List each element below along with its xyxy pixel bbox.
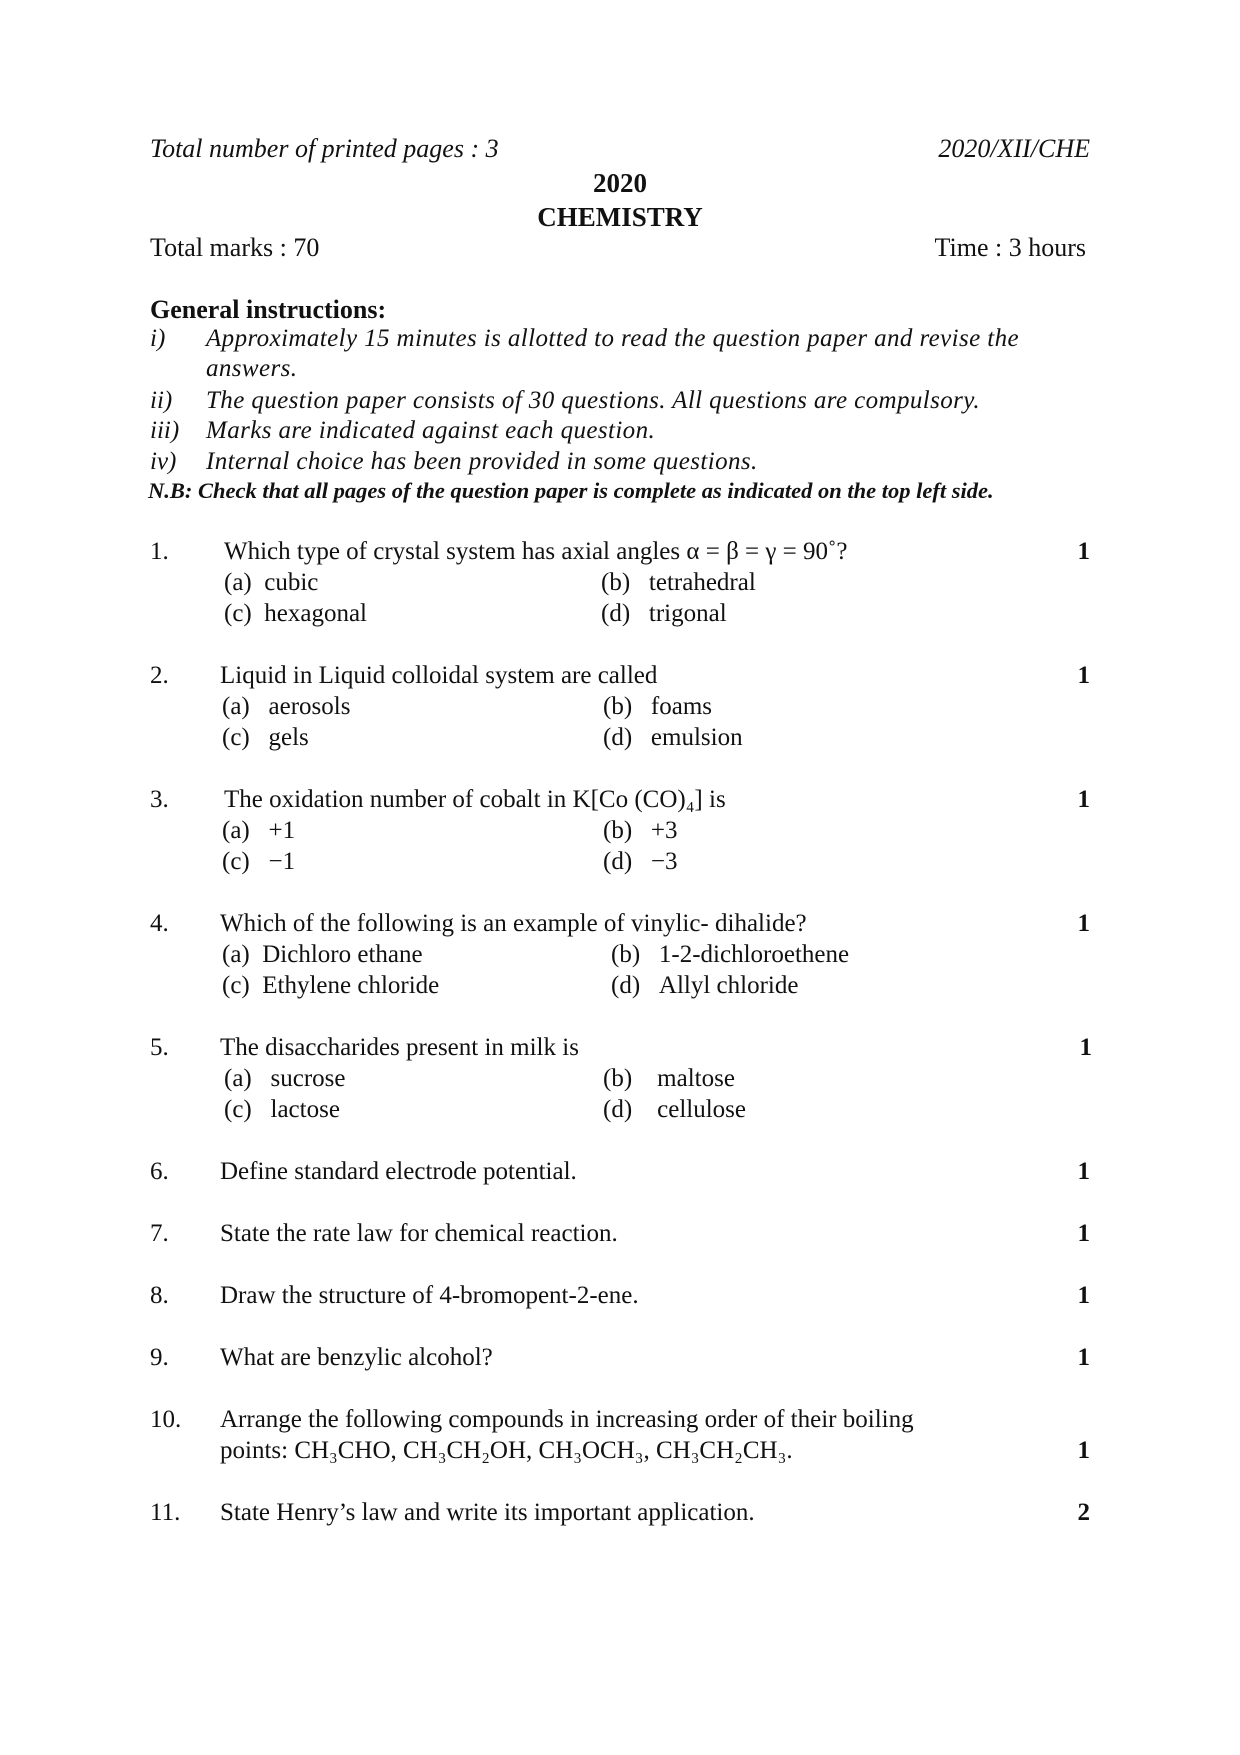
total-marks: Total marks : 70 xyxy=(150,233,320,262)
option-d: (d) cellulose xyxy=(603,1096,747,1123)
question-text: What are benzylic alcohol? xyxy=(220,1344,493,1371)
question-number: 6. xyxy=(150,1158,169,1185)
question-marks: 1 xyxy=(1077,786,1090,813)
question-number: 2. xyxy=(150,662,169,689)
question-text: Draw the structure of 4-bromopent-2-ene. xyxy=(220,1282,639,1309)
instruction-text: Internal choice has been provided in some questions. xyxy=(206,448,758,475)
question-number: 8. xyxy=(150,1282,169,1309)
question-text: The oxidation number of cobalt in K[Co (CO)₄] is xyxy=(224,786,726,813)
option-a: (a) aerosols xyxy=(222,693,351,720)
question-marks: 1 xyxy=(1077,1344,1090,1371)
question-marks: 1 xyxy=(1077,1437,1090,1464)
option-a: (a) sucrose xyxy=(224,1065,346,1092)
instruction-number: ii) xyxy=(150,387,173,414)
question-number: 4. xyxy=(150,910,169,937)
question-text-continued: points: CH₃CHO, CH₃CH₂OH, CH₃OCH₃, CH₃CH₂CH₃. xyxy=(220,1437,793,1464)
question-text: Define standard electrode potential. xyxy=(220,1158,577,1185)
question-marks: 2 xyxy=(1077,1499,1090,1526)
question-text: Arrange the following compounds in increasing order of their boiling xyxy=(220,1406,914,1433)
printed-pages-note: Total number of printed pages : 3 xyxy=(150,134,499,163)
question-text: Which of the following is an example of vinylic- dihalide? xyxy=(220,910,807,937)
question-marks: 1 xyxy=(1077,1282,1090,1309)
question-marks: 1 xyxy=(1077,1220,1090,1247)
instructions-heading: General instructions: xyxy=(150,295,387,324)
option-c: (c) −1 xyxy=(222,848,296,875)
option-d: (d) −3 xyxy=(603,848,678,875)
option-c: (c) lactose xyxy=(224,1096,340,1123)
question-text: Liquid in Liquid colloidal system are called xyxy=(220,662,658,689)
option-c: (c) Ethylene chloride xyxy=(222,972,440,999)
nb-note: N.B: Check that all pages of the question paper is complete as indicated on the top left side. xyxy=(148,478,994,503)
question-marks: 1 xyxy=(1077,910,1090,937)
question-text: The disaccharides present in milk is xyxy=(220,1034,579,1061)
option-b: (b) maltose xyxy=(603,1065,735,1092)
question-text: State the rate law for chemical reaction. xyxy=(220,1220,618,1247)
instruction-number: iv) xyxy=(150,448,177,475)
option-b: (b) foams xyxy=(603,693,713,720)
instruction-number: i) xyxy=(150,325,166,352)
option-b: (b) +3 xyxy=(603,817,678,844)
instruction-text: answers. xyxy=(206,355,298,382)
option-c: (c) gels xyxy=(222,724,309,751)
paper-code: 2020/XII/CHE xyxy=(938,134,1090,163)
option-a: (a) Dichloro ethane xyxy=(222,941,423,968)
question-number: 11. xyxy=(150,1499,181,1526)
instruction-text: Approximately 15 minutes is allotted to read the question paper and revise the xyxy=(206,325,1020,352)
option-a: (a) cubic xyxy=(224,569,319,596)
question-number: 1. xyxy=(150,538,169,565)
instruction-text: Marks are indicated against each question. xyxy=(206,417,656,444)
option-c: (c) hexagonal xyxy=(224,600,367,627)
question-number: 7. xyxy=(150,1220,169,1247)
question-marks: 1 xyxy=(1077,1158,1090,1185)
instruction-text: The question paper consists of 30 questions. All questions are compulsory. xyxy=(206,387,981,414)
option-d: (d) trigonal xyxy=(601,600,727,627)
option-a: (a) +1 xyxy=(222,817,296,844)
question-number: 3. xyxy=(150,786,169,813)
option-b: (b) 1-2-dichloroethene xyxy=(611,941,850,968)
question-number: 5. xyxy=(150,1034,169,1061)
question-number: 10. xyxy=(150,1406,182,1433)
question-text: Which type of crystal system has axial angles α = β = γ = 90˚? xyxy=(224,538,848,565)
question-number: 9. xyxy=(150,1344,169,1371)
option-d: (d) emulsion xyxy=(603,724,743,751)
question-marks: 1 xyxy=(1077,662,1090,689)
question-marks: 1 xyxy=(1079,1034,1092,1061)
question-text: State Henry’s law and write its important application. xyxy=(220,1499,755,1526)
instruction-number: iii) xyxy=(150,417,180,444)
option-b: (b) tetrahedral xyxy=(601,569,756,596)
exam-subject: CHEMISTRY xyxy=(537,202,703,232)
exam-year: 2020 xyxy=(593,168,647,198)
exam-time: Time : 3 hours xyxy=(934,233,1086,262)
option-d: (d) Allyl chloride xyxy=(611,972,799,999)
question-marks: 1 xyxy=(1077,538,1090,565)
